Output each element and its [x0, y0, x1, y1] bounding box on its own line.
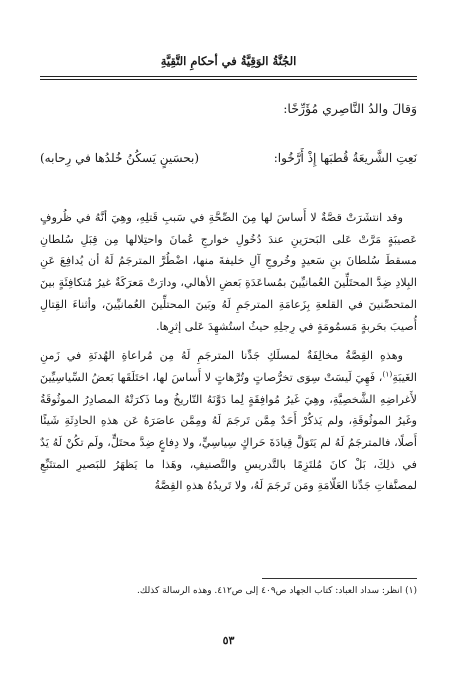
paragraph-1: وقد انتشَرَتْ قصَّةٌ لا أَساسَ لها مِنَ الصِّحَّةِ في سَببِ قَتلِهِ، وهِيَ أنَّهُ في ظُروفٍ عَصيبَةٍ مَرَّتْ عَلى البَحرَينِ عندَ دُخُولِ خوارجِ عُمانَ واحتِلالها مِن قِبَلِ سُلطانِ مسقطَ سُلطانَ بنِ سَعيدٍ وخُروجِ آلِ خليفةَ منها، اضْطُرَّ المترجَمُ لَهُ أن يُدافِعَ عَنِ البِلادِ ضِدَّ المحتَلِّينَ العُمانيِّينَ بمُساعَدَةِ بَعضِ الأهالي، ودارَتْ مَعرَكَةٌ غيرُ مُتكافِئَةٍ بينَ المتحصِّنينَ في القلعةِ بِزَعامَةِ المترجَمِ لَهُ وبَينَ المحتلِّينَ العُمانيِّينَ، وأثناءَ القِتالِ أُصيبَ بحَربةٍ مَسمُومَةٍ في رِجلِهِ حيثُ استُشهِدَ عَلى إثرِها.: [40, 211, 417, 333]
footnote-divider: [262, 578, 417, 579]
verse-intro: وَقالَ والدُ النَّاصِري مُؤَرِّخًا:: [283, 101, 417, 116]
verse-second-hemistich: (بحسَينٍ يَسكُنُ خُلدُها في رِحابه): [40, 151, 200, 165]
verse-line: [40, 149, 417, 167]
footnote: (١) انظر: سداد العباد: كتاب الجهاد ص٤٠٩ إلى ص٤١٢. وهذه الرسالة كذلك.: [137, 586, 417, 596]
paragraph-2-start: وهذهِ القِصَّةُ مخالِفَةٌ لمسلَكِ جَدِّنا المترجَمِ لَهُ مِن مُراعاةِ الهُدنَةِ في زَمنِ الغَيبَةِ: [40, 349, 417, 384]
header-rule-thick: [40, 76, 417, 77]
running-title: الجُنَّةُ الوَقِيَّةُ في أحكامِ التَّقِيَّةِ: [160, 54, 297, 68]
header-rule-thin: [40, 79, 417, 80]
page-number: ٥٣: [222, 634, 235, 647]
verse-first-hemistich: نَعِتِ الشَّريعَةُ قُطبَها إِذْ أَرَّخُوا:: [273, 151, 417, 165]
paragraph-2-rest: ، فَهِيَ لَيسَتْ سِوَى تخرُّصاتٍ وتُرَّهاتٍ لا أَساسَ لها، اختَلَقَها بَعضُ السِّياسِيِّينَ لأَغراضِهِ الشَّخصِيَّةِ، وهِيَ غَيرُ مُوافِقَةٍ لِما دَوَّنَهُ التّاريخُ وما ذَكرَتْهُ المصادِرُ الموثُوقَةُ وغَيرُ الموثُوقَةِ، ولم يَذكُرْ أَحَدٌ مِمَّن تَرجَمَ لَهُ ومِمَّن عاصَرَهُ عَن هذهِ الحادِثَةِ شَيئًا أَصلًا، فالمترجَمُ لَهُ لم يَتَوَلَّ قِيادَةَ حَراكٍ سِياسِيٍّ، ولا دِفاعٍ ضِدَّ محتَلٍّ، ولَم تكُنْ لَهُ يَدٌ في ذلِكَ، بَلْ كانَ مُلتَزِمًا بالتَّدريسِ والتَّصنيفِ، وهَذا ما يَظهَرُ للبَصيرِ المتتَبِّعِ لمصنَّفاتِ جَدِّنا العَلّامَةِ ومَن تَرجَمَ لَهُ، ولا تَريدُهُ هذهِ القِصَّةُ: [40, 370, 417, 493]
body-text: [40, 207, 417, 497]
paragraph-2: [40, 345, 417, 497]
footnote-reference[interactable]: (١): [382, 369, 393, 379]
